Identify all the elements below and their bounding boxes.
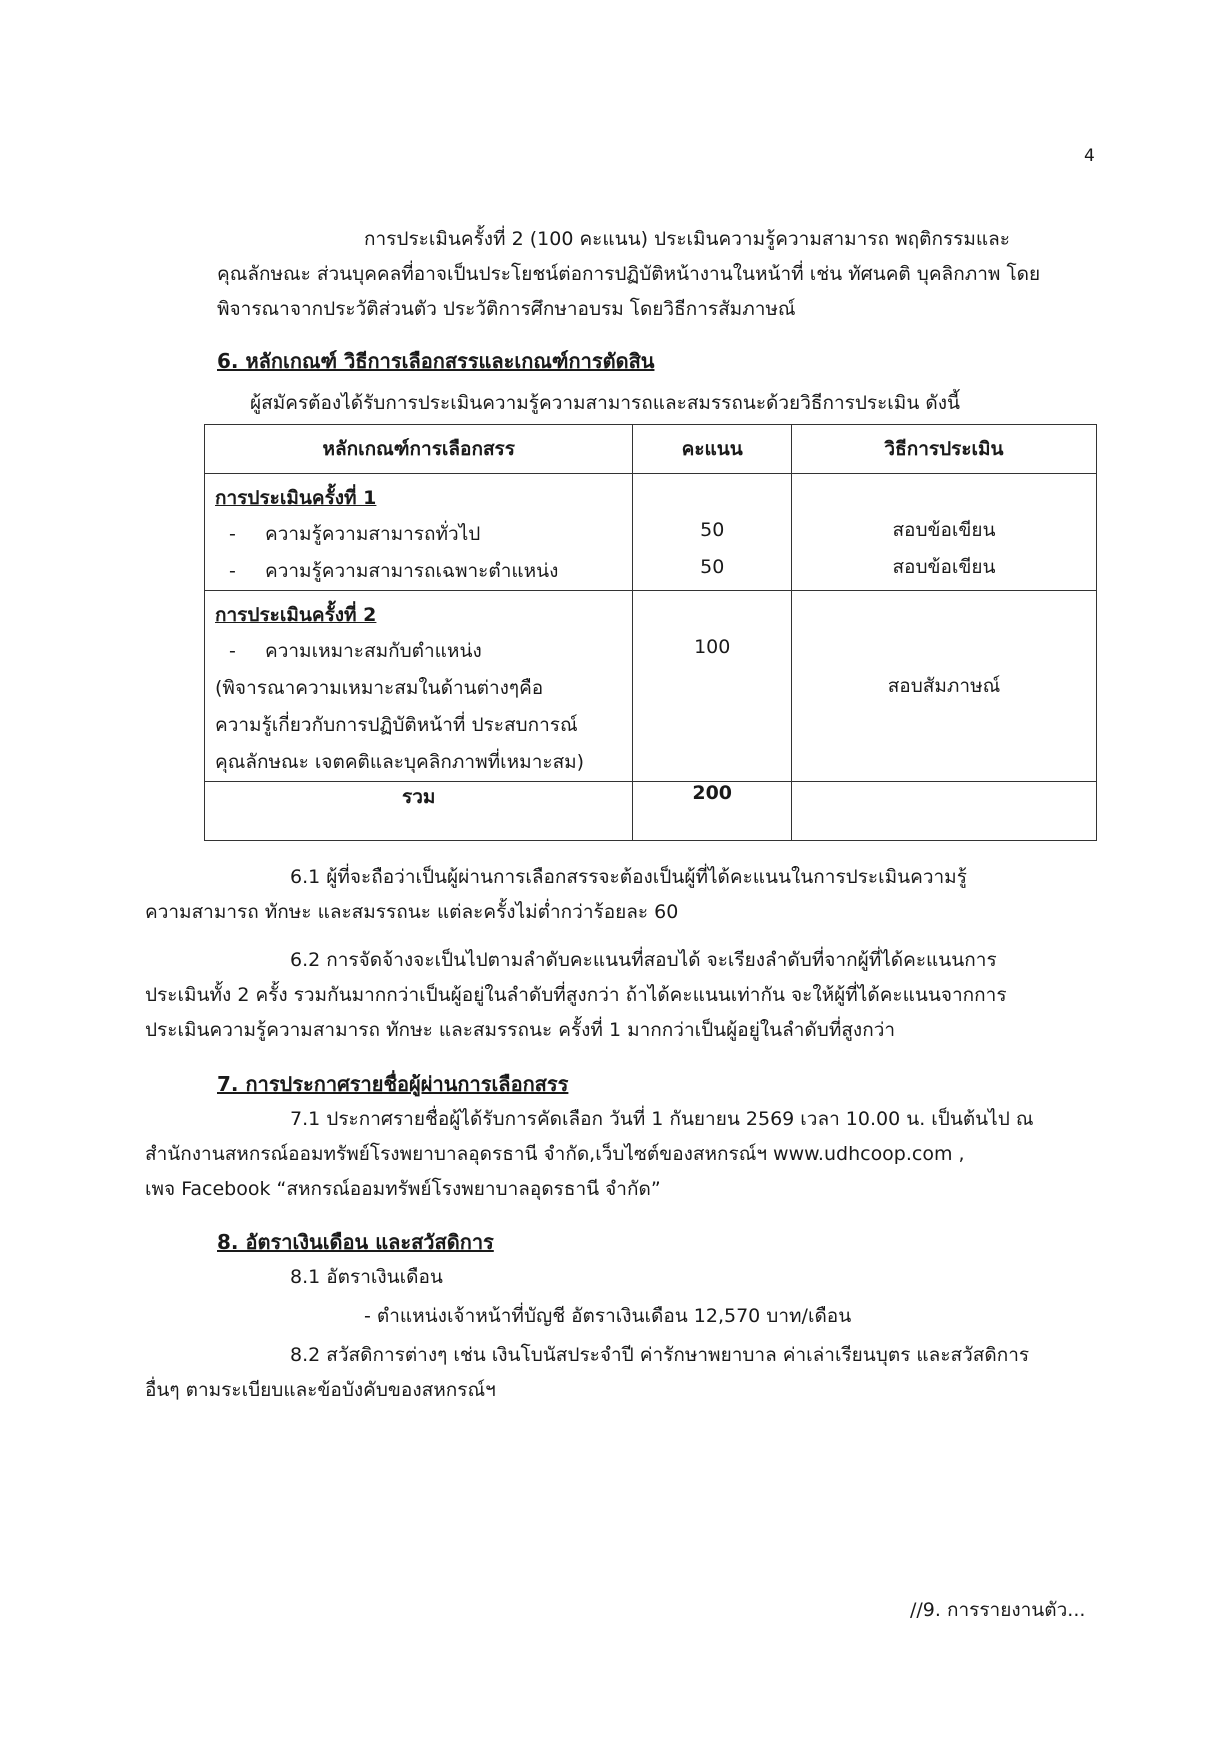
round2-method-cell	[791, 591, 1096, 782]
section7-heading: 7. การประกาศรายชื่อผู้ผ่านการเลือกสรร	[217, 1072, 569, 1096]
section7-line-1: 7.1 ประกาศรายชื่อผู้ได้รับการคัดเลือก วันที่ 1 กันยายน 2569 เวลา 10.00 น. เป็นต้นไป ณ	[290, 1108, 1034, 1130]
header-method: วิธีการประเมิน	[791, 425, 1096, 474]
intro-line-1: การประเมินครั้งที่ 2 (100 คะแนน) ประเมินความรู้ความสามารถ พฤติกรรมและ	[364, 228, 1010, 250]
total-score: 200	[633, 782, 792, 841]
criteria-table	[204, 424, 1097, 841]
para-6-2-line-3: ประเมินความรู้ความสามารถ ทักษะ และสมรรถนะ ครั้งที่ 1 มากกว่าเป็นผู้อยู่ในลำดับที่สูงกว่า	[145, 1019, 896, 1041]
para-6-2-line-1: 6.2 การจัดจ้างจะเป็นไปตามลำดับคะแนนที่สอบได้ จะเรียงลำดับที่จากผู้ที่ได้คะแนนการ	[290, 949, 997, 971]
table-row-total	[205, 782, 1097, 841]
para-6-1-line-1: 6.1 ผู้ที่จะถือว่าเป็นผู้ผ่านการเลือกสรรจะต้องเป็นผู้ที่ได้คะแนนในการประเมินความรู้	[290, 866, 967, 888]
round1-item-1	[215, 516, 622, 553]
round1-score-cell	[633, 474, 792, 591]
round2-detail-2: ความรู้เกี่ยวกับการปฏิบัติหน้าที่ ประสบการณ์	[215, 714, 578, 736]
section6-lead: ผู้สมัครต้องได้รับการประเมินความรู้ความสามารถและสมรรถนะด้วยวิธีการประเมิน ดังนี้	[250, 392, 960, 414]
footer-continuation: //9. การรายงานตัว...	[910, 1599, 1086, 1621]
section7-line-3: เพจ Facebook “สหกรณ์ออมทรัพย์โรงพยาบาลอุดรธานี จำกัด”	[145, 1178, 661, 1200]
round1-item-1-score: 50	[700, 519, 725, 541]
header-score: คะแนน	[633, 425, 792, 474]
round1-item-2-label: ความรู้ความสามารถเฉพาะตำแหน่ง	[265, 560, 559, 582]
round1-item-2	[215, 553, 622, 590]
round2-title: การประเมินครั้งที่ 2	[215, 604, 377, 626]
intro-line-2: คุณลักษณะ ส่วนบุคคลที่อาจเป็นประโยชน์ต่อการปฏิบัติหน้างานในหน้าที่ เช่น ทัศนคติ บุคลิกภาพ โดย	[217, 263, 1041, 285]
total-method	[791, 782, 1096, 841]
page-number: 4	[1084, 146, 1095, 166]
header-criteria: หลักเกณฑ์การเลือกสรร	[205, 425, 633, 474]
table-row-round2	[205, 591, 1097, 782]
bullet-dash: -	[229, 523, 236, 545]
round1-item-1-method: สอบข้อเขียน	[892, 519, 996, 541]
round2-score-cell	[633, 591, 792, 782]
table-header-row	[205, 425, 1097, 474]
intro-line-3: พิจารณาจากประวัติส่วนตัว ประวัติการศึกษาอบรม โดยวิธีการสัมภาษณ์	[217, 298, 796, 320]
total-label: รวม	[205, 782, 633, 841]
round1-title: การประเมินครั้งที่ 1	[215, 487, 377, 509]
round2-score: 100	[694, 636, 731, 658]
section6-heading: 6. หลักเกณฑ์ วิธีการเลือกสรรและเกณฑ์การตัดสิน	[217, 349, 655, 373]
para-8-2-line-2: อื่นๆ ตามระเบียบและข้อบังคับของสหกรณ์ฯ	[145, 1379, 496, 1401]
section8-sub-8-1: 8.1 อัตราเงินเดือน	[290, 1266, 443, 1288]
round2-item	[215, 633, 622, 670]
bullet-dash: -	[229, 640, 236, 662]
round1-criteria-cell	[205, 474, 633, 591]
round2-item-label: ความเหมาะสมกับตำแหน่ง	[265, 640, 482, 662]
round2-method: สอบสัมภาษณ์	[887, 675, 1001, 697]
para-8-2-line-1: 8.2 สวัสดิการต่างๆ เช่น เงินโบนัสประจำปี ค่ารักษาพยาบาล ค่าเล่าเรียนบุตร และสวัสดิการ	[290, 1344, 1030, 1366]
para-6-1-line-2: ความสามารถ ทักษะ และสมรรถนะ แต่ละครั้งไม่ต่ำกว่าร้อยละ 60	[145, 901, 679, 923]
round1-item-2-score: 50	[700, 556, 725, 578]
round1-method-cell	[791, 474, 1096, 591]
round2-detail-1: (พิจารณาความเหมาะสมในด้านต่างๆคือ	[215, 677, 544, 699]
bullet-dash: -	[229, 560, 236, 582]
round2-detail-3: คุณลักษณะ เจตคติและบุคลิกภาพที่เหมาะสม)	[215, 751, 585, 773]
para-6-2-line-2: ประเมินทั้ง 2 ครั้ง รวมกันมากกว่าเป็นผู้อยู่ในลำดับที่สูงกว่า ถ้าได้คะแนนเท่ากัน จะให้ผู้ที่ได้คะแนนจากการ	[145, 984, 1007, 1006]
salary-line: - ตำแหน่งเจ้าหน้าที่บัญชี อัตราเงินเดือน 12,570 บาท/เดือน	[364, 1305, 852, 1327]
table-row-round1	[205, 474, 1097, 591]
section7-line-2: สำนักงานสหกรณ์ออมทรัพย์โรงพยาบาลอุดรธานี จำกัด,เว็บไซต์ของสหกรณ์ฯ www.udhcoop.com ,	[145, 1143, 965, 1165]
section8-heading: 8. อัตราเงินเดือน และสวัสดิการ	[217, 1230, 494, 1254]
round2-criteria-cell	[205, 591, 633, 782]
round1-item-1-label: ความรู้ความสามารถทั่วไป	[265, 523, 481, 545]
round1-item-2-method: สอบข้อเขียน	[892, 556, 996, 578]
